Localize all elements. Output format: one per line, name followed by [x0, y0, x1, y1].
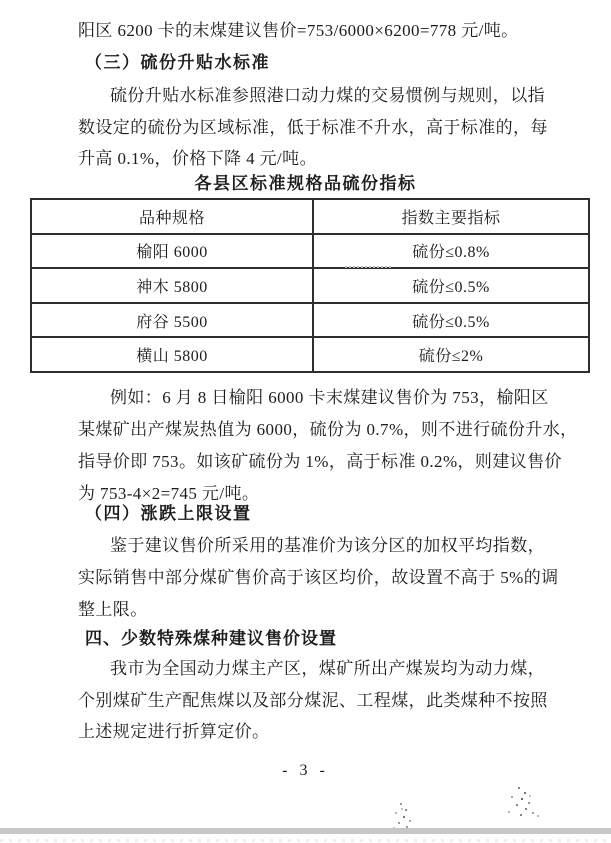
- section4-line-2: 实际销售中部分煤矿售价高于该区均价，故设置不高于 5%的调: [78, 568, 559, 587]
- section4-line-3: 整上限。: [78, 600, 148, 619]
- section-major-line-2: 个别煤矿生产配焦煤以及部分煤泥、工程煤，此类煤种不按照: [78, 691, 548, 710]
- table-row: [31, 268, 589, 303]
- table-cell: 榆阳 6000: [31, 234, 313, 269]
- scan-edge-bar: [0, 828, 611, 834]
- section3-line-1: 硫份升贴水标准参照港口动力煤的交易惯例与规则，以指: [110, 86, 545, 105]
- table-cell: 神木 5800: [31, 268, 313, 303]
- table-header-cell: 品种规格: [31, 199, 313, 234]
- example-line-3: 指导价即 753。如该矿硫份为 1%，高于标准 0.2%，则建议售价: [78, 452, 562, 471]
- table-row: [31, 303, 589, 338]
- section4-heading: （四）涨跌上限设置: [85, 504, 252, 523]
- table-cell: 府谷 5500: [31, 303, 313, 338]
- example-line-4: 为 753-4×2=745 元/吨。: [78, 484, 260, 503]
- section-major-line-3: 上述规定进行折算定价。: [78, 722, 270, 741]
- scan-noise-right: [515, 785, 517, 787]
- section3-line-2: 数设定的硫份为区域标准，低于标准不升水，高于标准的，每: [78, 118, 548, 137]
- section-major-heading: 四、少数特殊煤种建议售价设置: [85, 629, 337, 648]
- scan-noise-left: [398, 800, 400, 802]
- table-header-cell: 指数主要指标: [313, 199, 589, 234]
- scan-edge-dots: [0, 839, 611, 842]
- section3-heading: （三）硫份升贴水标准: [85, 53, 270, 72]
- table-row: [31, 234, 589, 269]
- table-cell: 硫份≤0.5%: [313, 268, 589, 303]
- page-number: - 3 -: [282, 762, 329, 779]
- example-line-1: 例如：6 月 8 日榆阳 6000 卡末煤建议售价为 753，榆阳区: [110, 388, 549, 407]
- scan-artifact-dots: [345, 264, 391, 268]
- table-cell: 硫份≤2%: [313, 337, 589, 372]
- body-line-continuation: 阳区 6200 卡的末煤建议售价=753/6000×6200=778 元/吨。: [78, 21, 519, 40]
- section3-line-3: 升高 0.1%，价格下降 4 元/吨。: [78, 149, 317, 168]
- example-line-2: 某煤矿出产煤炭热值为 6000，硫份为 0.7%，则不进行硫份升水，: [78, 420, 578, 439]
- table-cell: 硫份≤0.5%: [313, 303, 589, 338]
- table-cell: 横山 5800: [31, 337, 313, 372]
- sulfur-spec-table: [30, 198, 590, 373]
- section-major-line-1: 我市为全国动力煤主产区，煤矿所出产煤炭均为动力煤，: [110, 659, 545, 678]
- table-row: [31, 337, 589, 372]
- table-cell: 硫份≤0.8%: [313, 234, 589, 269]
- table-title: 各县区标准规格品硫份指标: [194, 174, 417, 193]
- table-header-row: [31, 199, 589, 234]
- section4-line-1: 鉴于建议售价所采用的基准价为该分区的加权平均指数，: [110, 536, 545, 555]
